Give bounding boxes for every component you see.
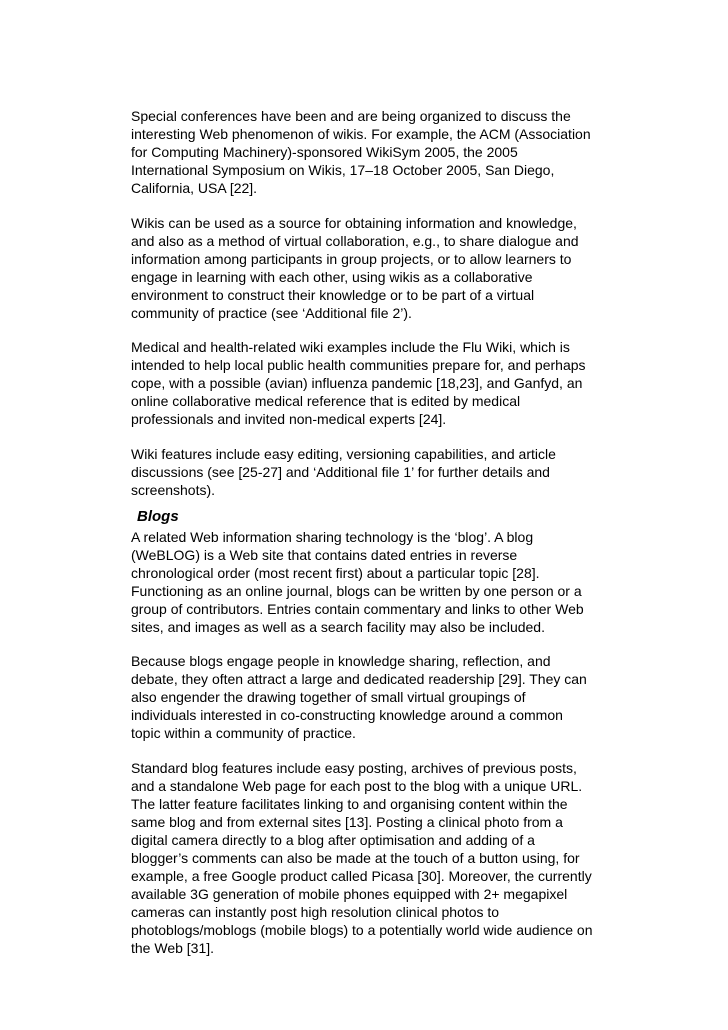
paragraph-wiki-features: Wiki features include easy editing, versioning capabilities, and article discussions (see [25-27] and ‘Additional file 1’ for further details and screenshots). <box>131 445 556 498</box>
section-heading-blogs: Blogs <box>137 507 179 525</box>
paragraph-blog-features: Standard blog features include easy posting, archives of previous posts, and a standalone Web page for each post to the blog with a unique URL. The latter feature facilitates linking to and organising content within the same blog and from external sites [13]. Posting a clinical photo from a digital camera directly to a blog after optimisation and adding of a blogger’s comments can also be made at the touch of a button using, for example, a free Google product called Picasa [30]. Moreover, the currently available 3G generation of mobile phones equipped with 2+ megapixel cameras can instantly post high resolution clinical photos to photoblogs/moblogs (mobile blogs) to a potentially world wide audience on the Web [31]. <box>131 759 593 956</box>
paragraph-blog-engagement: Because blogs engage people in knowledge sharing, reflection, and debate, they often attract a large and dedicated readership [29]. They can also engender the drawing together of small virtual groupings of individuals interested in co-constructing knowledge around a common topic within a community of practice. <box>131 653 587 741</box>
document-page <box>131 107 631 973</box>
paragraph-blog-definition: A related Web information sharing technology is the ‘blog’. A blog (WeBLOG) is a Web site that contains dated entries in reverse chronological order (most recent first) about a particular topic [28]. Functioning as an online journal, blogs can be written by one person or a group of contributors. Entries contain commentary and links to other Web sites, and images as well as a search facility may also be included. <box>131 528 584 635</box>
paragraph-medical-wikis: Medical and health-related wiki examples include the Flu Wiki, which is intended to help local public health communities prepare for, and perhaps cope, with a possible (avian) influenza pandemic [18,23], and Ganfyd, an online collaborative medical reference that is edited by medical professionals and invited non-medical experts [24]. <box>131 339 586 427</box>
paragraph-wiki-conferences: Special conferences have been and are being organized to discuss the interesting Web phenomenon of wikis. For example, the ACM (Association for Computing Machinery)-sponsored WikiSym 2005, the 2005 International Symposium on Wikis, 17–18 October 2005, San Diego, California, USA [22]. <box>131 108 591 196</box>
paragraph-wiki-uses: Wikis can be used as a source for obtaining information and knowledge, and also as a method of virtual collaboration, e.g., to share dialogue and information among participants in group projects, or to allow learners to engage in learning with each other, using wikis as a collaborative environment to construct their knowledge or to be part of a virtual community of practice (see ‘Additional file 2’). <box>131 214 579 321</box>
